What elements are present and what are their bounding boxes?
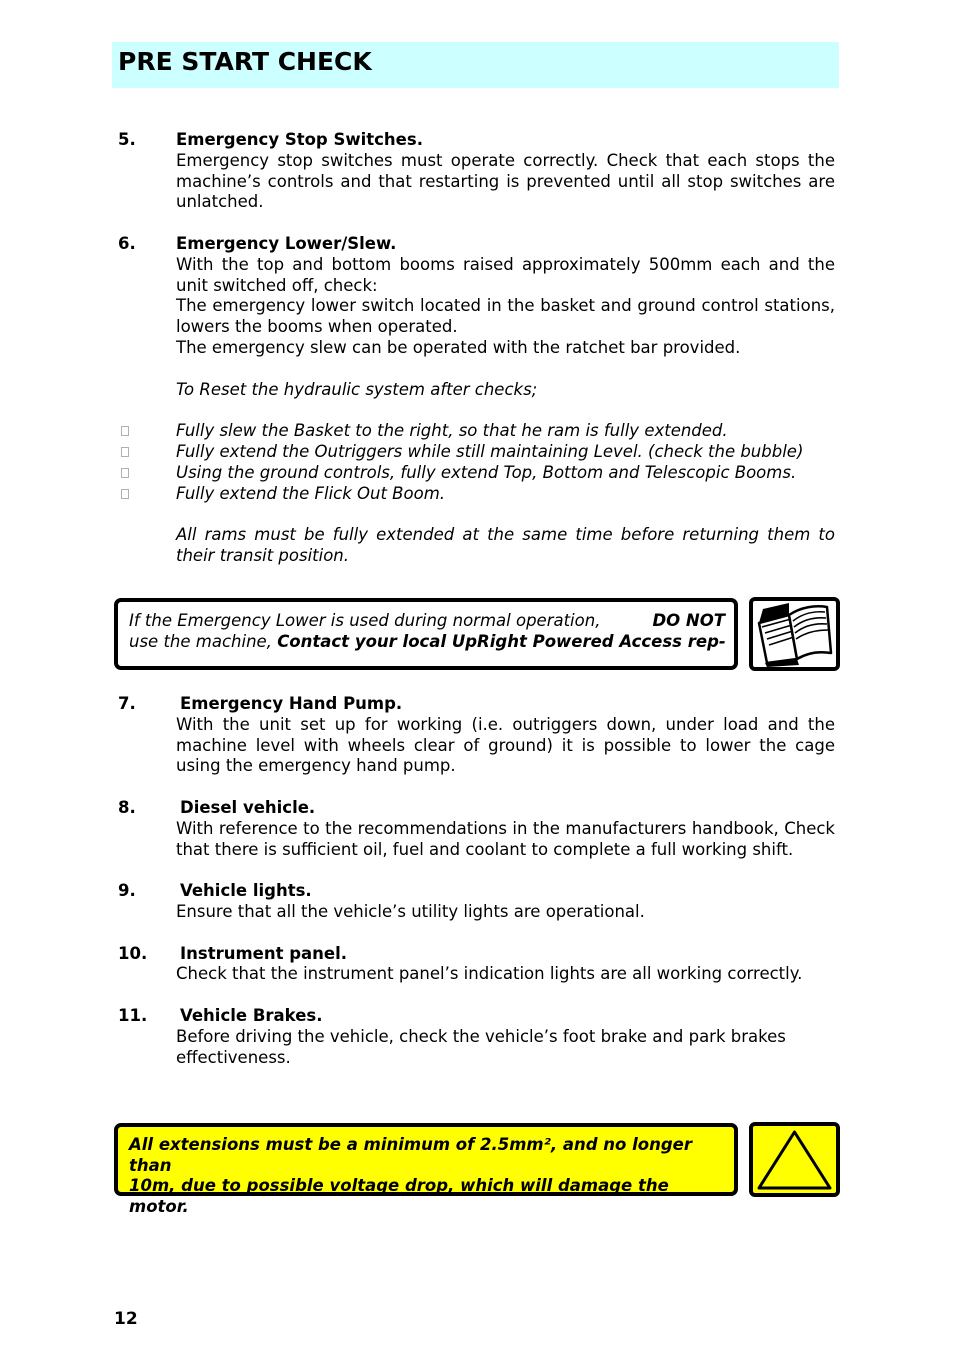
section-number: 7. (118, 694, 136, 713)
page-header (112, 42, 839, 88)
note-emphasis: Contact your local UpRight Powered Access rep- (277, 632, 726, 651)
section-9 (118, 881, 835, 923)
section-text: The emergency slew can be operated with the ratchet bar provided. (176, 337, 741, 357)
section-text: Before driving the vehicle, check the vehicle’s foot brake and park brakes effectiveness. (176, 1026, 786, 1067)
section-title: Emergency Hand Pump. (180, 694, 403, 713)
section-11 (118, 1006, 835, 1068)
section-8 (118, 798, 835, 860)
note-text: use the machine, (129, 632, 272, 651)
checkbox-icon (121, 426, 129, 436)
emergency-lower-note (114, 598, 738, 670)
warning-text: All extensions must be a minimum of 2.5mm², and no longer than (129, 1135, 693, 1175)
reset-steps (118, 421, 835, 504)
section-title: Emergency Stop Switches. (176, 130, 423, 149)
note-emphasis: DO NOT (652, 611, 725, 630)
section-6 (118, 234, 835, 359)
section-title: Vehicle Brakes. (180, 1005, 323, 1025)
section-text: Ensure that all the vehicle’s utility lights are operational. (176, 901, 645, 921)
list-item: Fully slew the Basket to the right, so that he ram is fully extended. (118, 421, 835, 442)
section-title: Emergency Lower/Slew. (176, 233, 397, 253)
checkbox-icon (121, 489, 129, 499)
section-text: With the top and bottom booms raised approximately 500mm each and the unit switched off, check: (176, 254, 835, 295)
section-title: Instrument panel. (180, 943, 348, 963)
checkbox-icon (121, 447, 129, 457)
section-number: 11. (118, 1005, 148, 1025)
section-title: Diesel vehicle. (180, 797, 316, 817)
section-text: Emergency stop switches must operate correctly. Check that each stops the machine’s controls and that restarting is prevented until all stop switches are unlatched. (176, 150, 835, 212)
section-text: With the unit set up for working (i.e. outriggers down, under load and the machine level with wheels clear of ground) it is possible to lower the cage using the emergency hand pump. (176, 714, 835, 776)
section-number: 8. (118, 797, 136, 817)
section-number: 9. (118, 881, 136, 901)
sections-bottom (118, 694, 835, 1089)
section-text: Check that the instrument panel’s indication lights are all working correctly. (176, 964, 803, 984)
warning-text: 10m, due to possible voltage drop, which will damage the motor. (129, 1176, 669, 1216)
section-text: The emergency lower switch located in the basket and ground control stations, lowers the booms when operated. (176, 296, 835, 337)
section-10 (118, 944, 835, 986)
section-5 (118, 130, 835, 213)
section-number: 6. (118, 233, 136, 253)
manual-book-icon (749, 597, 840, 671)
section-text: With reference to the recommendations in the manufacturers handbook, Check that there is sufficient oil, fuel and coolant to complete a full working shift. (176, 818, 835, 859)
reset-closing: All rams must be fully extended at the same time before returning them to their transit position. (176, 525, 835, 565)
note-text: If the Emergency Lower is used during normal operation, (129, 611, 601, 630)
list-item: Fully extend the Outriggers while still maintaining Level. (check the bubble) (118, 442, 835, 463)
sections-top (118, 130, 835, 567)
page-number: 12 (114, 1309, 138, 1329)
page-title: PRE START CHECK (118, 47, 372, 76)
warning-triangle-icon (749, 1122, 840, 1197)
section-number: 10. (118, 943, 148, 963)
extension-cable-warning (114, 1123, 738, 1216)
section-title: Vehicle lights. (180, 881, 312, 901)
reset-intro: To Reset the hydraulic system after checks; (176, 379, 538, 399)
list-item: Fully extend the Flick Out Boom. (118, 484, 835, 505)
checkbox-icon (121, 468, 129, 478)
list-item: Using the ground controls, fully extend Top, Bottom and Telescopic Booms. (118, 463, 835, 484)
section-7 (118, 694, 835, 777)
section-number: 5. (118, 130, 136, 149)
